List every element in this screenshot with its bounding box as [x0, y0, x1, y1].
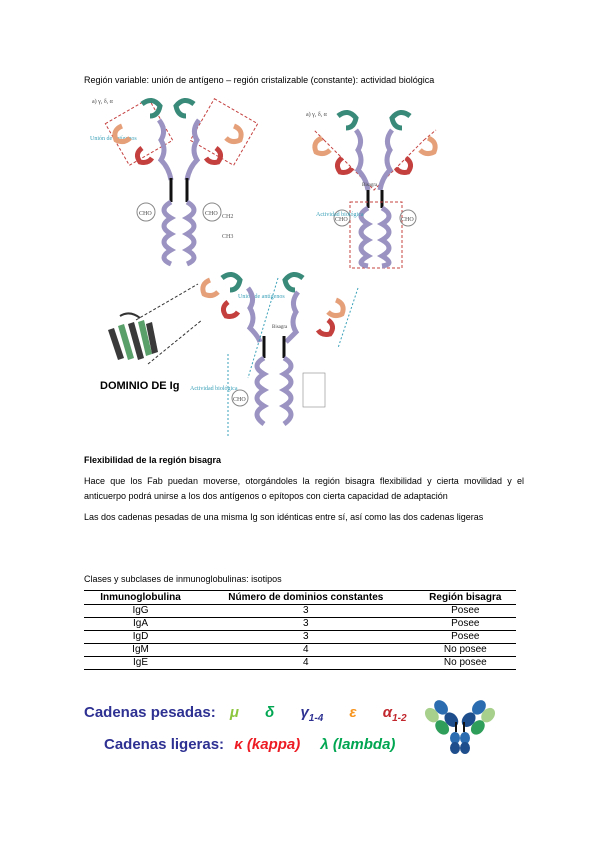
cell-ig: IgM	[84, 644, 197, 657]
fig2-cho: CHO	[233, 397, 246, 403]
antibody-figure-domain	[98, 268, 388, 443]
cell-dominios: 3	[197, 618, 415, 631]
cell-dominios: 4	[197, 657, 415, 670]
flex-paragraph-2: Las dos cadenas pesadas de una misma Ig son idénticas entre sí, así como las dos cadenas ligeras	[84, 512, 484, 522]
epsilon-symbol: ε	[349, 704, 357, 721]
light-chains-line	[104, 736, 395, 753]
cell-bisagra: No posee	[415, 644, 516, 657]
antibody-diagram-right	[306, 111, 436, 268]
fig1-label-b: a) γ, δ, α	[306, 112, 327, 118]
fig1-label-a: a) γ, δ, α	[92, 99, 113, 105]
flex-title: Flexibilidad de la región bisagra	[84, 455, 222, 465]
cell-dominios: 3	[197, 631, 415, 644]
header-inmunoglobulina: Inmunoglobulina	[84, 591, 197, 605]
light-chains-label: Cadenas ligeras:	[104, 736, 225, 753]
fig1-bisagra: Bisagra	[362, 183, 378, 188]
alpha-subscript: 1-2	[392, 713, 407, 724]
table-header-row	[84, 591, 516, 605]
antibody-diagram-left	[90, 98, 258, 264]
flex-paragraph-1: Hace que los Fab puedan moverse, otorgándoles la región bisagra flexibilidad y cierta movilidad y el anticuerpo podrá unirse a los dos antígenos o epítopos con cierta capacidad de adaptación	[84, 476, 524, 501]
gamma-symbol: γ	[300, 704, 309, 721]
heavy-chains-line	[84, 704, 407, 724]
cell-bisagra: Posee	[415, 605, 516, 618]
header-bisagra: Región bisagra	[415, 591, 516, 605]
cell-ig: IgE	[84, 657, 197, 670]
cell-ig: IgD	[84, 631, 197, 644]
table-row	[84, 631, 516, 644]
fig1-cho-left: CHO	[139, 211, 152, 217]
table-row	[84, 657, 516, 670]
alpha-symbol: α	[382, 704, 393, 721]
cell-bisagra: Posee	[415, 631, 516, 644]
lambda-label: λ (lambda)	[320, 736, 396, 753]
cell-ig: IgA	[84, 618, 197, 631]
fig1-ch3-left: CH3	[222, 234, 234, 240]
heavy-chains-label: Cadenas pesadas:	[84, 704, 216, 721]
cell-ig: IgG	[84, 605, 197, 618]
antibody-icon	[420, 688, 500, 754]
ig-domain-structure-image	[108, 313, 158, 360]
cell-dominios: 4	[197, 644, 415, 657]
antibody-figure-top	[84, 90, 504, 275]
mu-symbol: μ	[229, 704, 239, 721]
cell-dominios: 3	[197, 605, 415, 618]
cell-bisagra: No posee	[415, 657, 516, 670]
domain-label: DOMINIO DE Ig	[100, 380, 180, 392]
isotypes-table	[84, 590, 516, 670]
delta-symbol: δ	[265, 704, 275, 721]
fig1-cho-b-right: CHO	[401, 217, 414, 223]
table-row	[84, 605, 516, 618]
section-heading: Región variable: unión de antígeno – región cristalizable (constante): actividad biológica	[84, 75, 435, 85]
header-dominios: Número de dominios constantes	[197, 591, 415, 605]
fig2-actividad: Actividad biológica	[190, 386, 238, 392]
gamma-group	[300, 704, 324, 724]
alpha-group	[382, 704, 407, 724]
cell-bisagra: Posee	[415, 618, 516, 631]
gamma-subscript: 1-4	[308, 713, 324, 724]
fig1-actividad: Actividad biológica	[316, 212, 364, 218]
fig2-union-label: Unión de antígenos	[238, 294, 285, 300]
kappa-label: κ (kappa)	[234, 736, 301, 753]
table-row	[84, 644, 516, 657]
table-row	[84, 618, 516, 631]
fig1-cho-b-left: CHO	[335, 217, 348, 223]
fig2-bisagra: Bisagra	[272, 325, 288, 330]
isotypes-title: Clases y subclases de inmunoglobulinas: isotipos	[84, 574, 282, 584]
fig1-cho-right: CHO	[205, 211, 218, 217]
fig1-union-label: Unión de antígenos	[90, 136, 137, 142]
fig1-ch2-left: CH2	[222, 214, 234, 220]
